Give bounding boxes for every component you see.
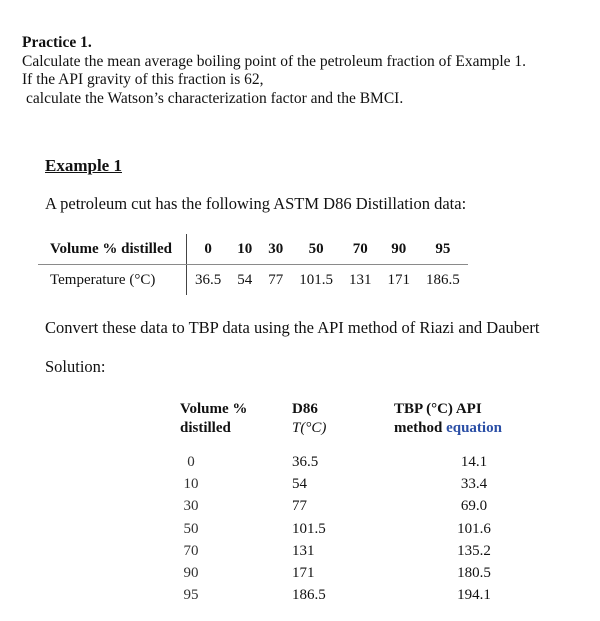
list-item: 101.6 xyxy=(457,520,491,537)
table-cell: 0 xyxy=(186,234,229,265)
list-item: 77 xyxy=(292,498,307,515)
list-item: 131 xyxy=(292,542,315,559)
practice-line-3: calculate the Watson’s characterization factor and the BMCI. xyxy=(26,89,404,107)
volume-header-line-2: distilled xyxy=(180,420,231,436)
volume-row xyxy=(38,234,468,265)
tbp-header-line-2 xyxy=(394,419,502,438)
tbp-column xyxy=(450,451,498,606)
list-item: 95 xyxy=(183,587,199,604)
table-cell: 101.5 xyxy=(299,271,333,288)
table-cell: 30 xyxy=(260,234,291,265)
volume-row-label: Volume % distilled xyxy=(38,234,186,265)
practice-title: Practice 1. xyxy=(22,34,92,51)
list-item: 54 xyxy=(292,476,307,493)
d86-column xyxy=(292,451,326,606)
solution-label: Solution: xyxy=(45,357,106,376)
list-item: 135.2 xyxy=(457,542,491,559)
table-cell: 70 xyxy=(341,234,380,265)
list-item: 69.0 xyxy=(460,498,488,515)
volume-column xyxy=(178,451,204,606)
list-item: 10 xyxy=(183,476,199,493)
table-cell: 50 xyxy=(291,234,341,265)
table-cell: 95 xyxy=(418,234,468,265)
table-cell: 171 xyxy=(387,271,410,288)
practice-block xyxy=(22,34,526,108)
list-item: 33.4 xyxy=(460,476,488,493)
list-item: 0 xyxy=(187,454,195,470)
tbp-header-line-1: TBP (°C) API xyxy=(394,401,482,417)
temperature-row-label: Temperature (°C) xyxy=(38,265,186,296)
list-item: 180.5 xyxy=(457,565,491,582)
example-title: Example 1 xyxy=(45,156,122,175)
list-item: 101.5 xyxy=(292,520,326,537)
d86-header-line-1: D86 xyxy=(292,401,318,417)
tbp-header-equation: equation xyxy=(446,420,502,436)
temperature-row xyxy=(38,265,468,296)
table-cell: 131 xyxy=(348,271,372,288)
example-intro: A petroleum cut has the following ASTM D86 Distillation data: xyxy=(45,194,467,213)
list-item: 90 xyxy=(183,565,199,582)
d86-header-line-2: T(°C) xyxy=(292,420,327,436)
table-cell: 10 xyxy=(229,234,260,265)
list-item: 186.5 xyxy=(292,587,326,604)
volume-header xyxy=(180,400,247,438)
d86-header xyxy=(292,400,326,438)
list-item: 171 xyxy=(292,565,315,582)
list-item: 194.1 xyxy=(457,587,491,604)
list-item: 14.1 xyxy=(460,454,488,470)
table-cell: 90 xyxy=(379,234,418,265)
table-cell: 186.5 xyxy=(425,271,460,288)
practice-line-1: Calculate the mean average boiling point of the petroleum fraction of Example 1. xyxy=(22,52,526,70)
tbp-header-method: method xyxy=(394,420,443,436)
list-item: 30 xyxy=(183,498,199,515)
list-item: 36.5 xyxy=(292,454,319,470)
volume-header-line-1: Volume % xyxy=(180,401,248,417)
list-item: 70 xyxy=(183,542,199,559)
table-cell: 54 xyxy=(237,271,253,288)
astm-distillation-table xyxy=(38,234,468,295)
table-cell: 77 xyxy=(268,271,284,288)
tbp-header xyxy=(394,400,502,438)
list-item: 50 xyxy=(183,520,199,537)
table-cell: 36.5 xyxy=(194,271,222,288)
practice-line-2: If the API gravity of this fraction is 62, xyxy=(22,71,264,88)
convert-instruction: Convert these data to TBP data using the API method of Riazi and Daubert xyxy=(45,318,540,337)
